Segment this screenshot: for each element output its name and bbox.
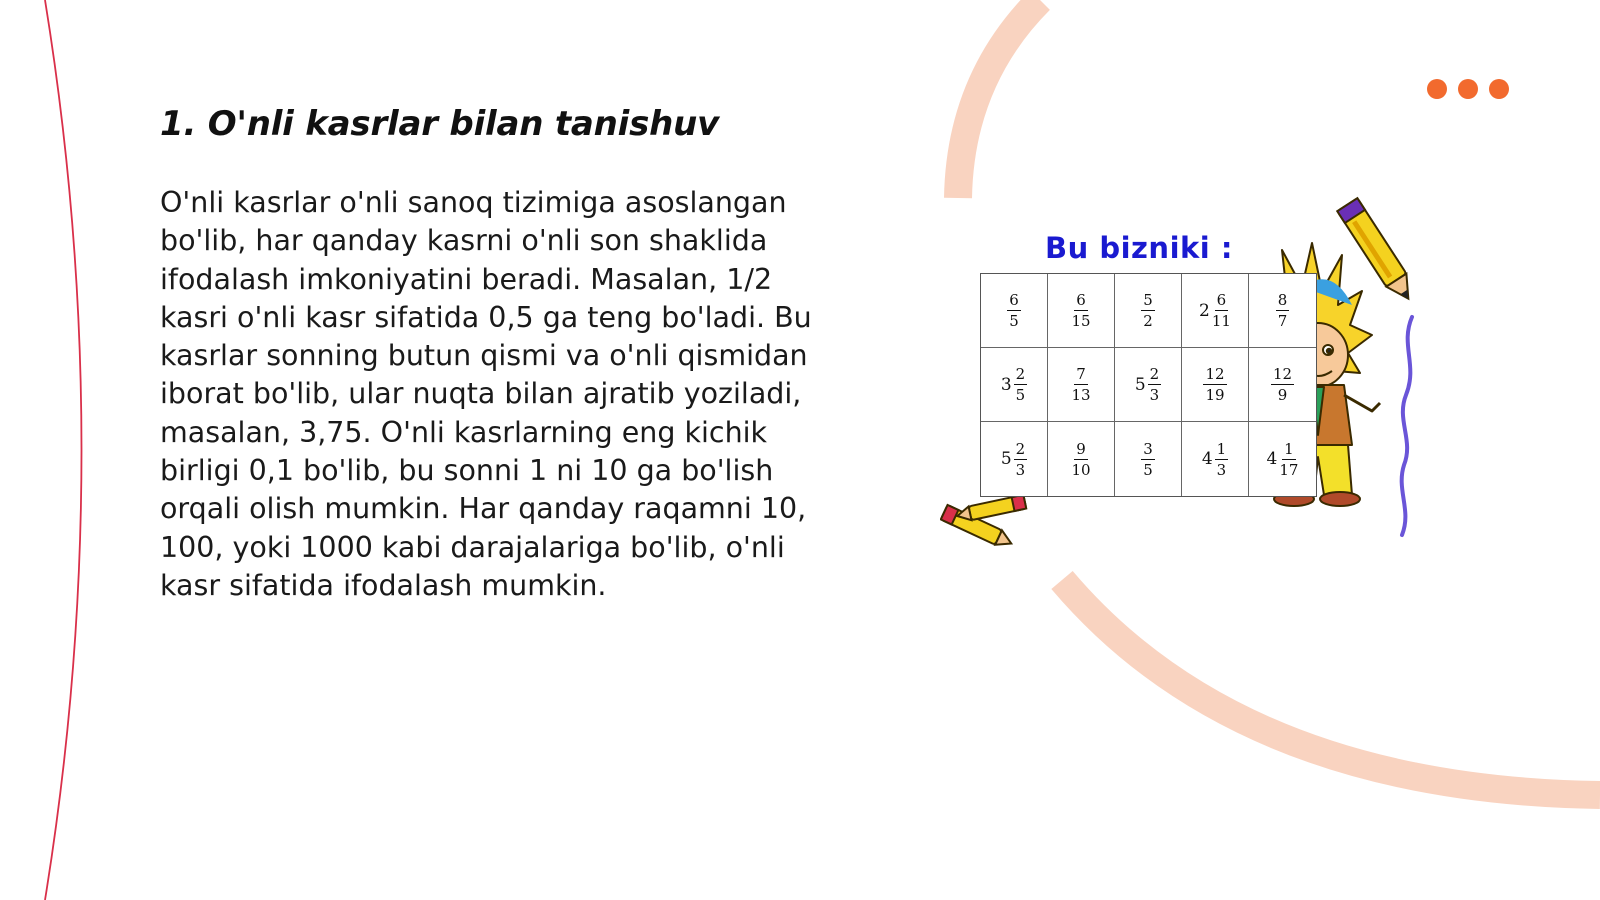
fraction bbox=[1071, 441, 1090, 478]
fraction-denominator: 3 bbox=[1149, 386, 1160, 404]
illustration-heading: Bu bizniki : bbox=[1045, 231, 1233, 265]
slide-body-text: O'nli kasrlar o'nli sanoq tizimiga asoslangan bo'lib, har qanday kasrni o'nli son shaklida ifodalash imkoniyatini beradi. Masalan, 1/2 kasri o'nli kasr sifatida 0,5 ga teng bo'ladi. Bu kasrlar sonning butun qismi va o'nli qismidan iborat bo'lib, ular nuqta bilan ajratib yoziladi, masalan, 3,75. O'nli kasrlarning eng kichik birligi 0,1 bo'lib, bu sonni 1 ni 10 ga bo'lish orqali olish mumkin. Har qanday raqamni 10, 100, yoki 1000 kabi darajalariga bo'lib, o'nli kasr sifatida ifodalash mumkin. bbox=[160, 186, 812, 602]
fraction-denominator: 3 bbox=[1015, 460, 1026, 479]
fractions-illustration bbox=[940, 195, 1440, 575]
fraction-denominator: 17 bbox=[1279, 460, 1299, 479]
fraction-numerator: 2 bbox=[1015, 365, 1026, 383]
fraction-cell bbox=[1182, 348, 1249, 422]
fraction bbox=[1141, 292, 1155, 329]
fraction bbox=[1215, 441, 1229, 478]
decorative-arc-top bbox=[958, 0, 1040, 198]
fraction bbox=[1071, 366, 1090, 403]
fraction-cell bbox=[1048, 274, 1115, 348]
fractions-grid bbox=[980, 273, 1317, 497]
fraction-denominator: 19 bbox=[1205, 386, 1225, 404]
fraction bbox=[1141, 441, 1155, 478]
fraction bbox=[1279, 441, 1298, 478]
fraction-denominator: 5 bbox=[1143, 460, 1153, 479]
fraction-numerator: 12 bbox=[1272, 365, 1293, 383]
fraction-denominator: 10 bbox=[1071, 460, 1091, 479]
dot bbox=[1458, 79, 1478, 99]
fraction bbox=[1071, 292, 1090, 329]
dot bbox=[1489, 79, 1509, 99]
fraction bbox=[1007, 292, 1021, 329]
fraction-numerator: 1 bbox=[1216, 439, 1227, 458]
fraction-denominator: 9 bbox=[1277, 386, 1288, 404]
fraction-numerator: 6 bbox=[1216, 291, 1227, 309]
fraction bbox=[1014, 366, 1028, 403]
fraction bbox=[1148, 366, 1162, 403]
fraction-denominator: 15 bbox=[1071, 312, 1091, 330]
fraction-cell bbox=[1048, 422, 1115, 496]
fraction-cell bbox=[981, 274, 1048, 348]
fraction-numerator: 6 bbox=[1009, 291, 1019, 309]
fraction-cell bbox=[1249, 422, 1316, 496]
fraction-whole: 4 bbox=[1201, 449, 1213, 469]
fraction bbox=[1212, 292, 1231, 329]
squiggle-line bbox=[1402, 317, 1412, 535]
fraction-cell bbox=[1182, 274, 1249, 348]
fraction-numerator: 12 bbox=[1205, 365, 1225, 383]
slide-title: 1. O'nli kasrlar bilan tanishuv bbox=[160, 104, 720, 144]
fraction-cell bbox=[1249, 348, 1316, 422]
fraction-cell bbox=[1182, 422, 1249, 496]
fraction-cell bbox=[1115, 422, 1182, 496]
fraction-cell bbox=[1115, 348, 1182, 422]
fraction-denominator: 13 bbox=[1071, 386, 1091, 404]
fraction-cell bbox=[1115, 274, 1182, 348]
fraction-denominator: 5 bbox=[1009, 312, 1019, 330]
fraction-numerator: 6 bbox=[1076, 291, 1086, 309]
fraction-whole: 2 bbox=[1199, 300, 1210, 321]
dot bbox=[1427, 79, 1447, 99]
fraction-numerator: 9 bbox=[1076, 439, 1086, 458]
left-accent-line bbox=[45, 0, 82, 900]
fraction-cell bbox=[981, 422, 1048, 496]
fraction-numerator: 2 bbox=[1015, 439, 1026, 458]
fraction-numerator: 2 bbox=[1149, 365, 1160, 383]
fraction-numerator: 3 bbox=[1143, 439, 1153, 458]
fraction-cell bbox=[1048, 348, 1115, 422]
fraction bbox=[1014, 441, 1028, 478]
fraction-whole: 5 bbox=[1134, 374, 1146, 395]
fraction-numerator: 7 bbox=[1076, 365, 1086, 383]
fraction-whole: 4 bbox=[1266, 449, 1278, 469]
fraction-whole: 3 bbox=[1000, 374, 1012, 395]
fraction-numerator: 5 bbox=[1143, 291, 1153, 309]
fraction bbox=[1271, 366, 1294, 403]
decorative-dots bbox=[1427, 79, 1509, 99]
fraction-whole: 5 bbox=[1000, 449, 1012, 469]
pencils-icon bbox=[941, 495, 1026, 551]
fraction-denominator: 7 bbox=[1277, 312, 1288, 330]
fraction-cell bbox=[1249, 274, 1316, 348]
fraction-denominator: 3 bbox=[1216, 460, 1227, 479]
fraction bbox=[1276, 292, 1290, 329]
fraction-denominator: 11 bbox=[1211, 312, 1231, 330]
fraction-numerator: 1 bbox=[1284, 439, 1294, 458]
fraction-numerator: 8 bbox=[1277, 291, 1288, 309]
decorative-arc-bottom bbox=[1062, 580, 1600, 795]
fraction-denominator: 2 bbox=[1143, 312, 1153, 330]
fraction bbox=[1203, 366, 1226, 403]
pencil-icon bbox=[1337, 198, 1418, 305]
fraction-cell bbox=[981, 348, 1048, 422]
fraction-denominator: 5 bbox=[1015, 386, 1026, 404]
